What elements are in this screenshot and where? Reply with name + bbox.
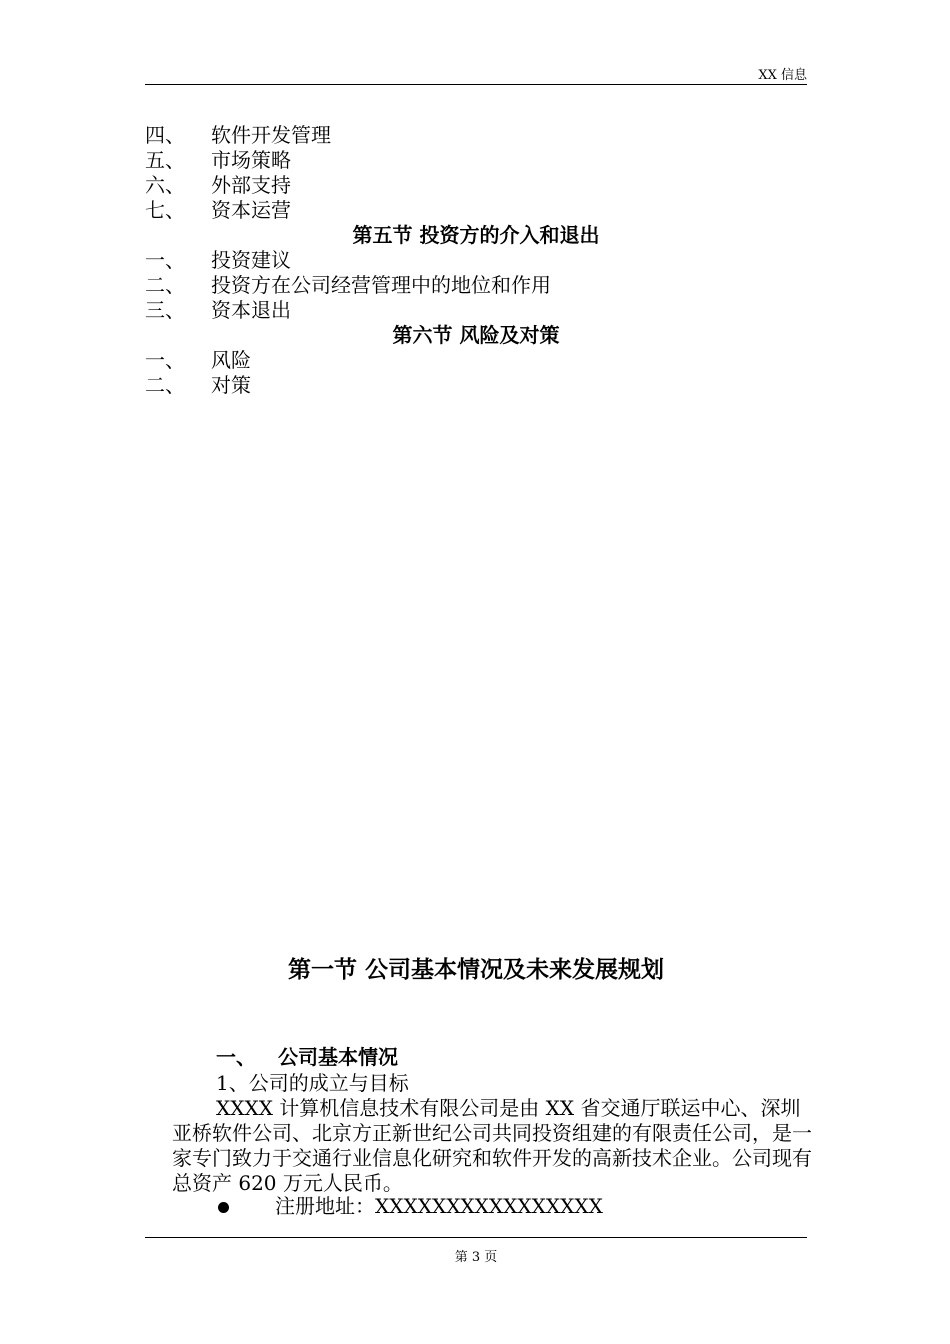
body-paragraph: XXXX 计算机信息技术有限公司是由 XX 省交通厅联运中心、深圳亚桥软件公司、北京方正新世纪公司共同投资组建的有限责任公司，是一家专门致力于交通行业信息化研究和软件开发的高新技术企业。公司现有总资产 620 万元人民币。	[172, 1096, 812, 1195]
footer-rule	[145, 1237, 807, 1238]
toc-item: 四、 软件开发管理	[145, 123, 331, 147]
subheading: 一、 公司基本情况	[216, 1045, 398, 1069]
toc-item: 六、 外部支持	[145, 173, 291, 197]
page-number: 第 3 页	[454, 1250, 498, 1265]
section-title: 第一节 公司基本情况及未来发展规划	[287, 956, 664, 983]
toc-section-heading: 第六节 风险及对策	[392, 323, 560, 347]
bullet-icon	[218, 1202, 229, 1213]
item-line: 1、公司的成立与目标	[216, 1071, 409, 1095]
page-header-text: XX 信息	[758, 68, 807, 83]
toc-item: 七、 资本运营	[145, 198, 291, 222]
toc-item: 一、 风险	[145, 348, 251, 372]
toc-item: 二、 对策	[145, 373, 251, 397]
toc-section-heading: 第五节 投资方的介入和退出	[352, 223, 600, 247]
bullet-text: 注册地址：XXXXXXXXXXXXXXXX	[275, 1194, 603, 1218]
toc-item: 一、 投资建议	[145, 248, 291, 272]
toc-list	[145, 123, 807, 398]
toc-item: 二、 投资方在公司经营管理中的地位和作用	[145, 273, 551, 297]
header-rule	[145, 84, 807, 85]
toc-item: 三、 资本退出	[145, 298, 291, 322]
toc-item: 五、 市场策略	[145, 148, 291, 172]
